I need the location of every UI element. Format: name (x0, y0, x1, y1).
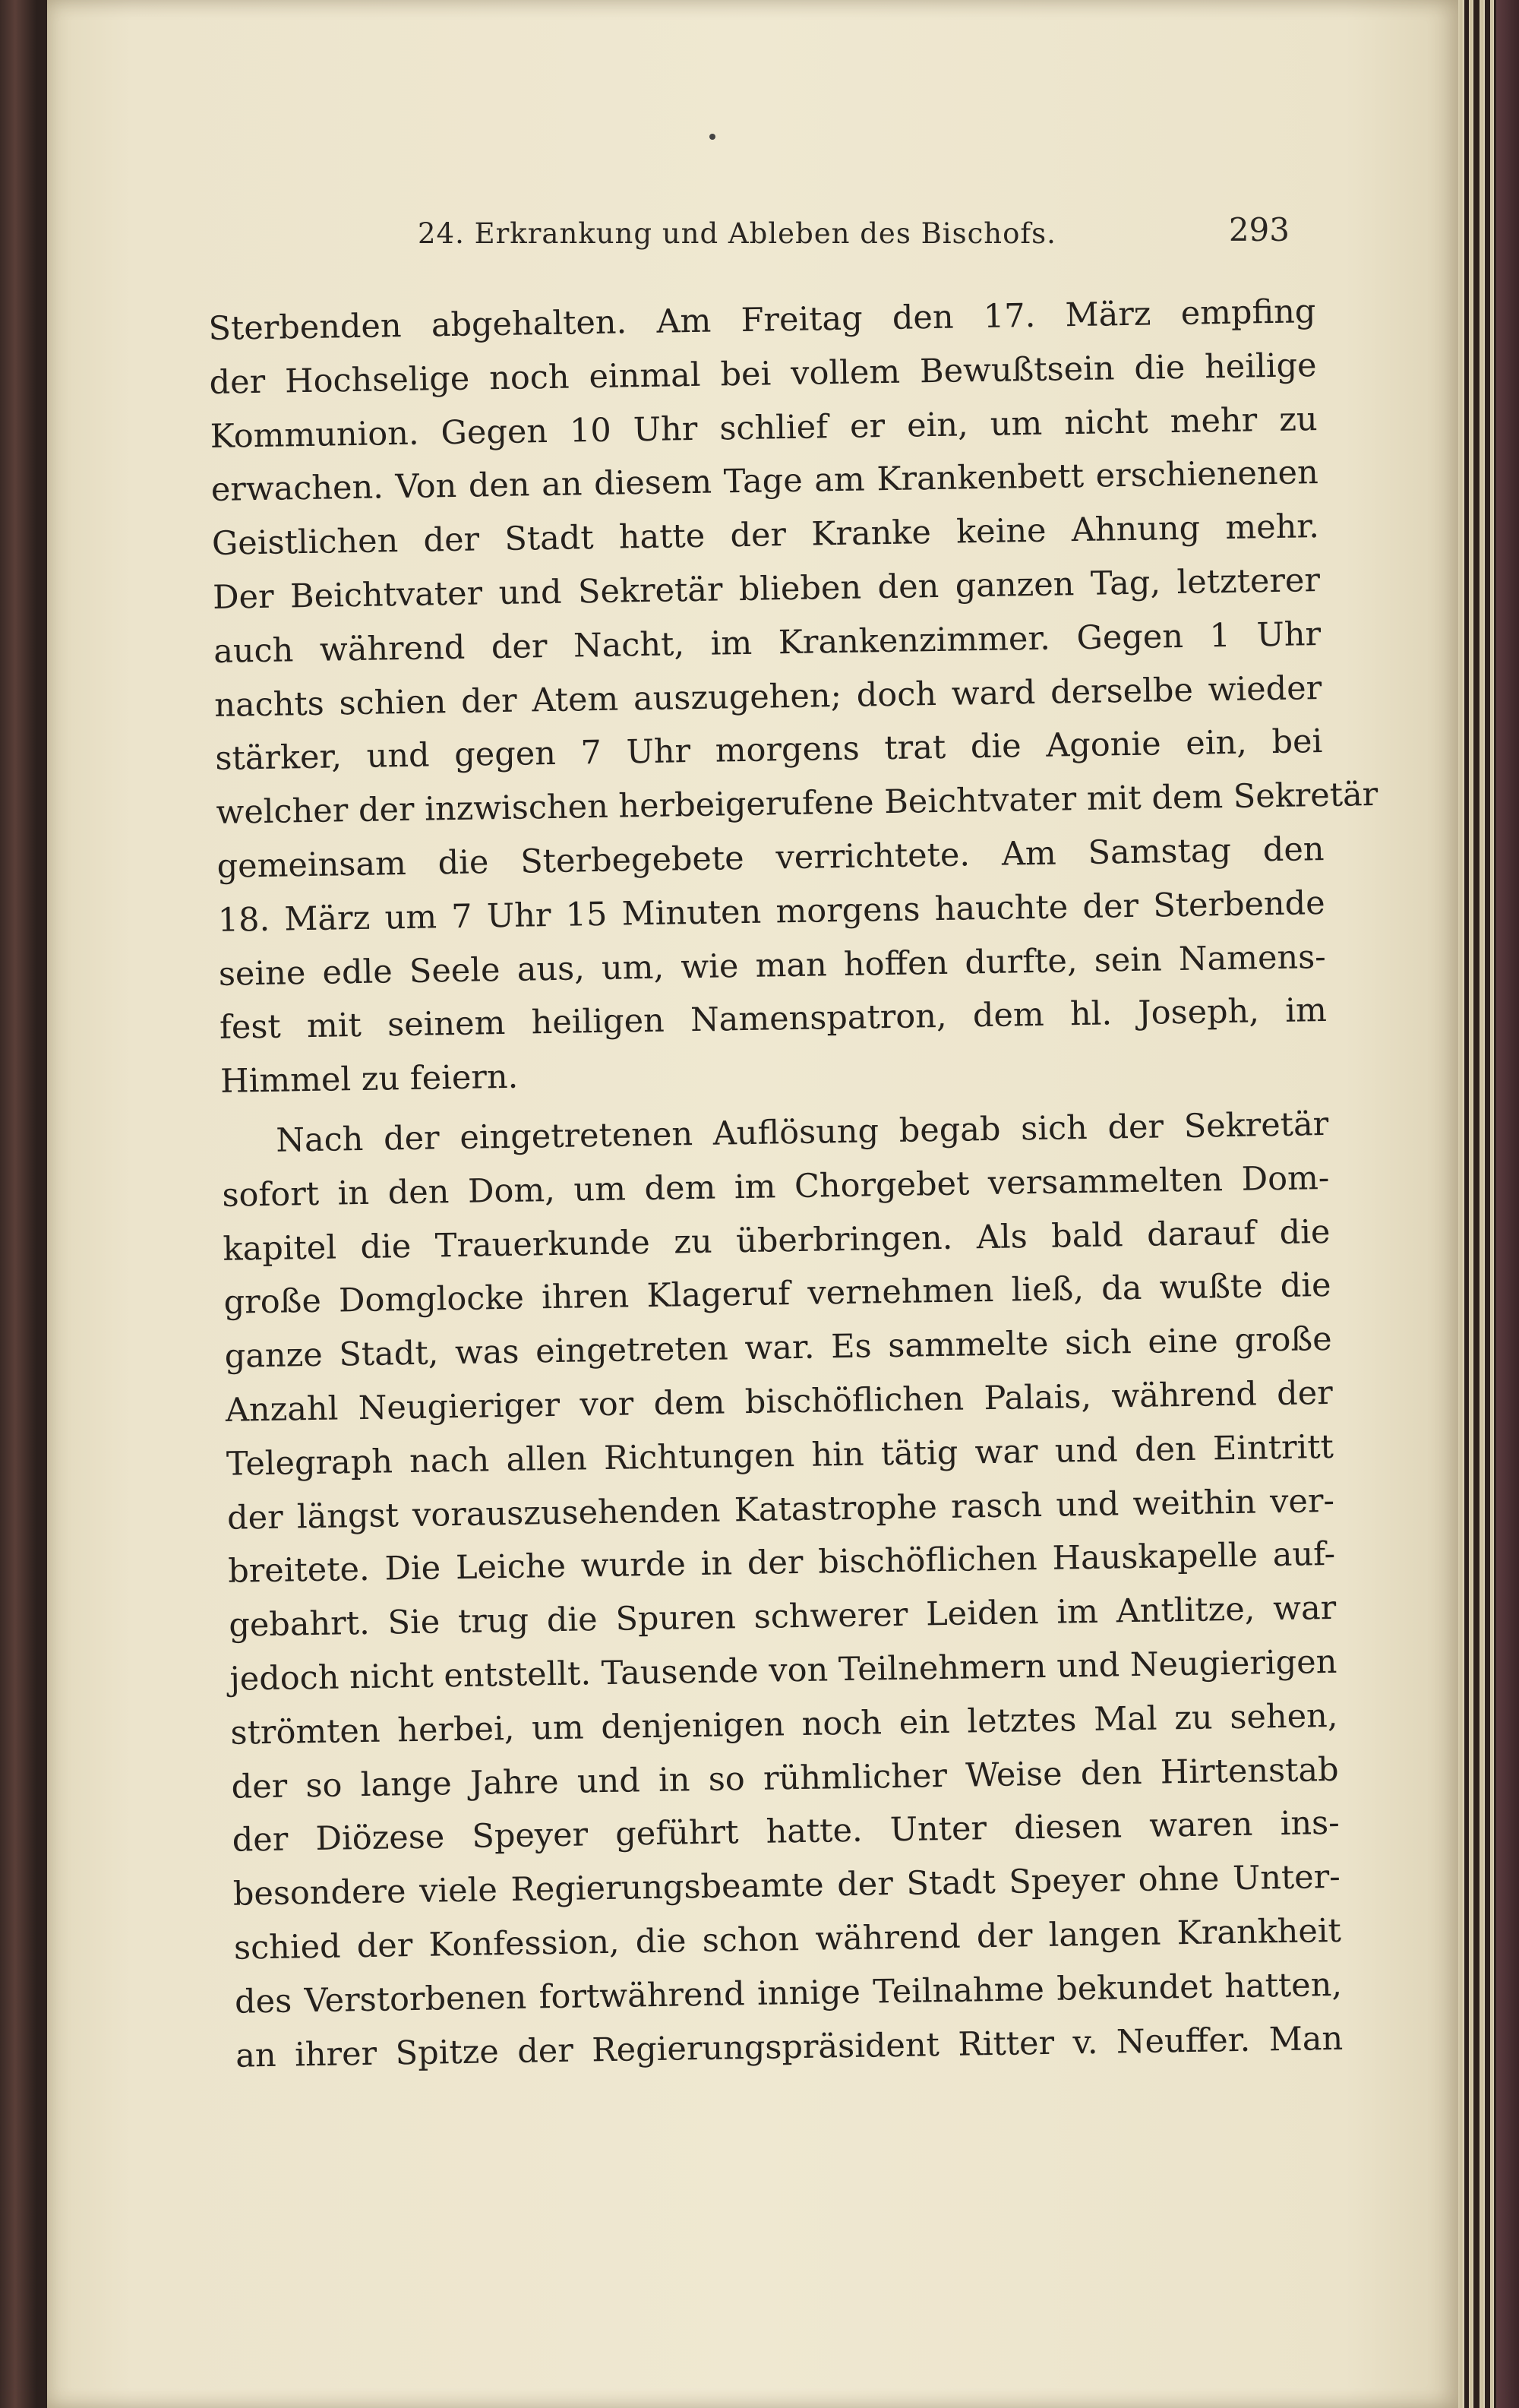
text-line: breitete. Die Leiche wurde in der bischöflichen Hauskapelle auf- (227, 1535, 1336, 1591)
page-edge (1480, 0, 1485, 2408)
text-line: stärker, und gegen 7 Uhr morgens trat die Agonie ein, bei (215, 722, 1323, 779)
text-line: sofort in den Dom, um dem im Chorgebet versammelten Dom- (222, 1158, 1330, 1215)
book-cover-edge (1496, 0, 1519, 2408)
running-head (418, 204, 1290, 260)
text-line: an ihrer Spitze der Regierungspräsident Ritter v. Neuffer. Man (235, 2019, 1344, 2075)
printer-mark (709, 134, 715, 140)
text-line: Geistlichen der Stadt hatte der Kranke keine Ahnung mehr. (211, 507, 1320, 564)
text-line: der Hochselige noch einmal bei vollem Bewußtsein die heilige (209, 346, 1317, 402)
text-line: welcher der inzwischen herbeigerufene Beichtvater mit dem Sekretär (216, 776, 1378, 833)
page-edge (1469, 0, 1473, 2408)
book-page (47, 0, 1458, 2408)
text-line: Himmel zu feiern. (219, 1057, 519, 1101)
body-text (208, 285, 1378, 2083)
text-line: Telegraph nach allen Richtungen hin tätig war und den Eintritt (226, 1427, 1334, 1484)
text-line: Kommunion. Gegen 10 Uhr schlief er ein, um nicht mehr zu (210, 400, 1318, 456)
page-number: 293 (1228, 211, 1290, 248)
text-line: besondere viele Regierungsbeamte der Stadt Speyer ohne Unter- (232, 1857, 1341, 1913)
text-line: Der Beichtvater und Sekretär blieben den ganzen Tag, letzterer (212, 561, 1321, 617)
text-line: 18. März um 7 Uhr 15 Minuten morgens hauchte der Sterbende (217, 883, 1325, 940)
chapter-title: 24. Erkrankung und Ableben des Bischofs. (418, 217, 1056, 250)
text-line: Nach der eingetretenen Auflösung begab sich der Sekretär (275, 1104, 1329, 1160)
text-line: Sterbenden abgehalten. Am Freitag den 17. März empfing (208, 292, 1316, 348)
text-line: große Domglocke ihren Klageruf vernehmen ließ, da wußte die (223, 1266, 1331, 1323)
text-line: schied der Konfession, die schon während der langen Krankheit (233, 1911, 1342, 1967)
page-edge (1458, 0, 1464, 2408)
text-line: fest mit seinem heiligen Namenspatron, dem hl. Joseph, im (219, 991, 1328, 1048)
text-line: ganze Stadt, was eingetreten war. Es sammelte sich eine große (224, 1320, 1333, 1376)
page-edge (1490, 0, 1494, 2408)
text-line: gebahrt. Sie trug die Spuren schwerer Leiden im Antlitze, war (228, 1589, 1337, 1645)
text-line: der längst vorauszusehenden Katastrophe rasch und weithin ver- (226, 1481, 1335, 1537)
text-line: auch während der Nacht, im Krankenzimmer. Gegen 1 Uhr (213, 615, 1322, 671)
text-line: erwachen. Von den an diesem Tage am Krankenbett erschienenen (210, 453, 1319, 510)
text-line: jedoch nicht entstellt. Tausende von Teilnehmern und Neugierigen (229, 1642, 1337, 1699)
text-line: des Verstorbenen fortwährend innige Teilnahme bekundet hatten, (234, 1965, 1343, 2021)
text-line: gemeinsam die Sterbegebete verrichtete. Am Samstag den (216, 830, 1325, 886)
text-line: strömten herbei, um denjenigen noch ein letztes Mal zu sehen, (230, 1696, 1338, 1752)
text-line: seine edle Seele aus, um, wie man hoffen durfte, sein Namens- (218, 937, 1327, 994)
text-line: der so lange Jahre und in so rühmlicher Weise den Hirtenstab (231, 1750, 1339, 1806)
text-line: nachts schien der Atem auszugehen; doch ward derselbe wieder (213, 668, 1322, 725)
text-line: Anzahl Neugieriger vor dem bischöflichen Palais, während der (225, 1373, 1334, 1430)
text-line: kapitel die Trauerkunde zu überbringen. Als bald darauf die (223, 1212, 1331, 1269)
text-line: der Diözese Speyer geführt hatte. Unter diesen waren ins- (232, 1804, 1341, 1860)
